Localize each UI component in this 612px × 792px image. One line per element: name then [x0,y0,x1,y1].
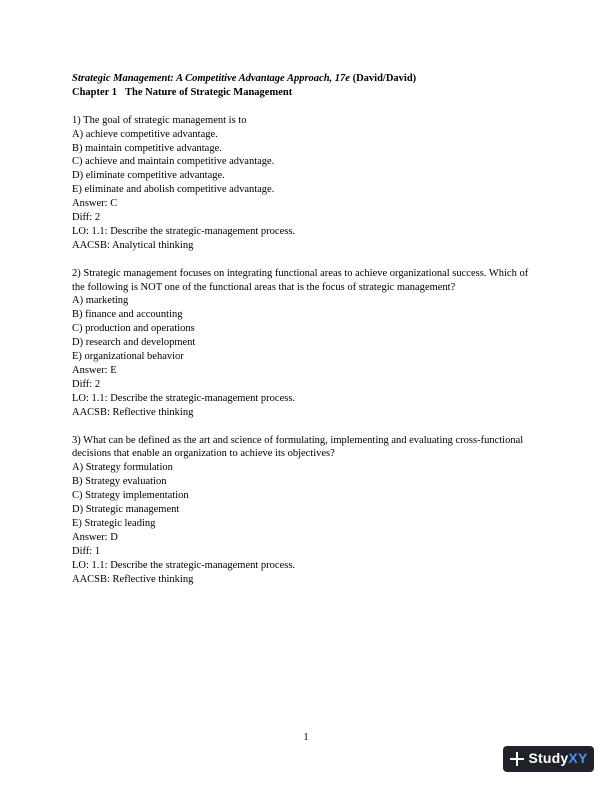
question-1 [72,114,542,253]
option-b: B) finance and accounting [72,309,183,321]
option-b: B) Strategy evaluation [72,476,167,488]
question-3 [72,434,542,587]
option-d: D) eliminate competitive advantage. [72,170,225,182]
option-d: D) research and development [72,337,196,349]
option-c: C) production and operations [72,323,195,335]
learning-objective: LO: 1.1: Describe the strategic-management process. [72,559,296,571]
option-a: A) marketing [72,295,129,307]
brand-xy: XY [568,750,588,767]
plus-icon [510,752,524,766]
option-c: C) Strategy implementation [72,490,189,502]
aacsb-tag: AACSB: Reflective thinking [72,573,194,585]
question-stem: 1) The goal of strategic management is to [72,114,247,126]
book-authors: (David/David) [352,73,417,84]
brand-study: Study [528,750,569,767]
difficulty: Diff: 2 [72,212,101,224]
studyxy-watermark[interactable] [503,746,594,772]
question-stem: 2) Strategic management focuses on integrating functional areas to achieve organizational success. Which of the following is NOT one of the functional areas that is the focus of strategic management? [72,267,529,293]
option-a: A) achieve competitive advantage. [72,128,218,140]
document-page [72,72,542,586]
question-2 [72,267,542,420]
option-b: B) maintain competitive advantage. [72,142,222,154]
option-e: E) organizational behavior [72,351,184,363]
difficulty: Diff: 2 [72,378,101,390]
chapter-number: Chapter 1 [72,86,118,98]
option-a: A) Strategy formulation [72,462,173,474]
book-title: Strategic Management: A Competitive Advantage Approach, 17e [72,73,350,84]
option-c: C) achieve and maintain competitive advantage. [72,156,275,168]
chapter-title: The Nature of Strategic Management [125,86,293,98]
answer: Answer: C [72,198,118,210]
aacsb-tag: AACSB: Analytical thinking [72,239,194,251]
chapter-heading [72,86,542,100]
answer: Answer: D [72,531,118,543]
question-stem: 3) What can be defined as the art and science of formulating, implementing and evaluating cross-functional decisions that enable an organization to achieve its objectives? [72,434,524,460]
difficulty: Diff: 1 [72,545,101,557]
learning-objective: LO: 1.1: Describe the strategic-management process. [72,392,296,404]
option-e: E) Strategic leading [72,517,156,529]
answer: Answer: E [72,365,117,376]
option-e: E) eliminate and abolish competitive advantage. [72,184,275,196]
book-header [72,72,542,86]
learning-objective: LO: 1.1: Describe the strategic-management process. [72,225,296,237]
aacsb-tag: AACSB: Reflective thinking [72,406,194,418]
watermark-brand [529,752,588,766]
page-number: 1 [303,732,309,743]
option-d: D) Strategic management [72,504,180,516]
